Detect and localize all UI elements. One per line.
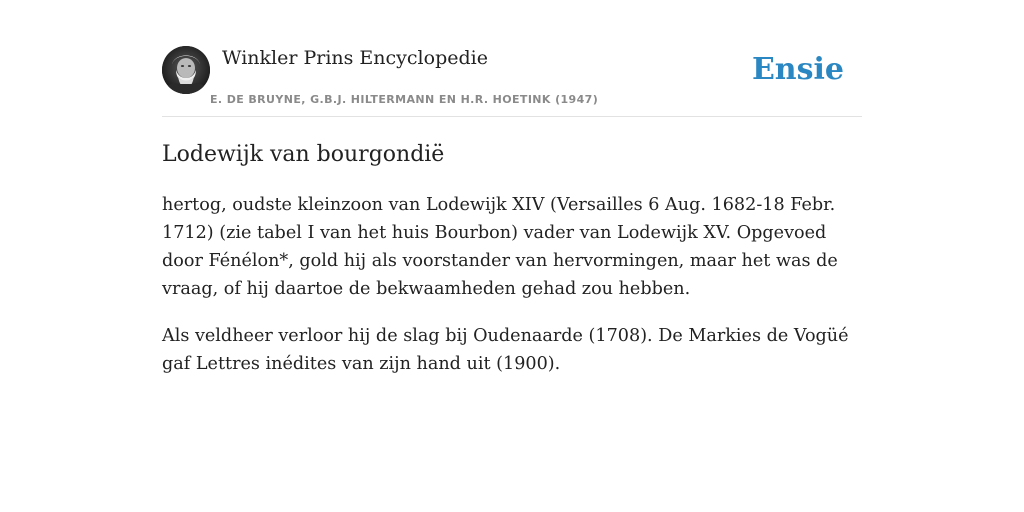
article-title: Lodewijk van bourgondië <box>162 142 445 167</box>
author-avatar[interactable] <box>162 46 210 94</box>
ensie-logo[interactable]: Ensie <box>751 52 844 87</box>
portrait-image <box>162 46 210 94</box>
header <box>162 46 862 117</box>
article-paragraph: Als veldheer verloor hij de slag bij Oudenaarde (1708). De Markies de Vogüé gaf Lettres inédites van zijn hand uit (1900). <box>162 326 849 374</box>
authors-line: E. DE BRUYNE, G.B.J. HILTERMANN EN H.R. HOETINK (1947) <box>210 93 599 106</box>
article-paragraph: hertog, oudste kleinzoon van Lodewijk XIV (Versailles 6 Aug. 1682-18 Febr. 1712) (zie tabel I van het huis Bourbon) vader van Lodewijk XV. Opgevoed door Fénélon*, gold hij als voorstander van hervormingen, maar het was de vraag, of hij daartoe de bekwaamheden gehad zou hebben. <box>162 195 838 299</box>
encyclopedia-title[interactable]: Winkler Prins Encyclopedie <box>222 47 488 69</box>
article <box>162 140 862 397</box>
article-body <box>162 191 862 378</box>
